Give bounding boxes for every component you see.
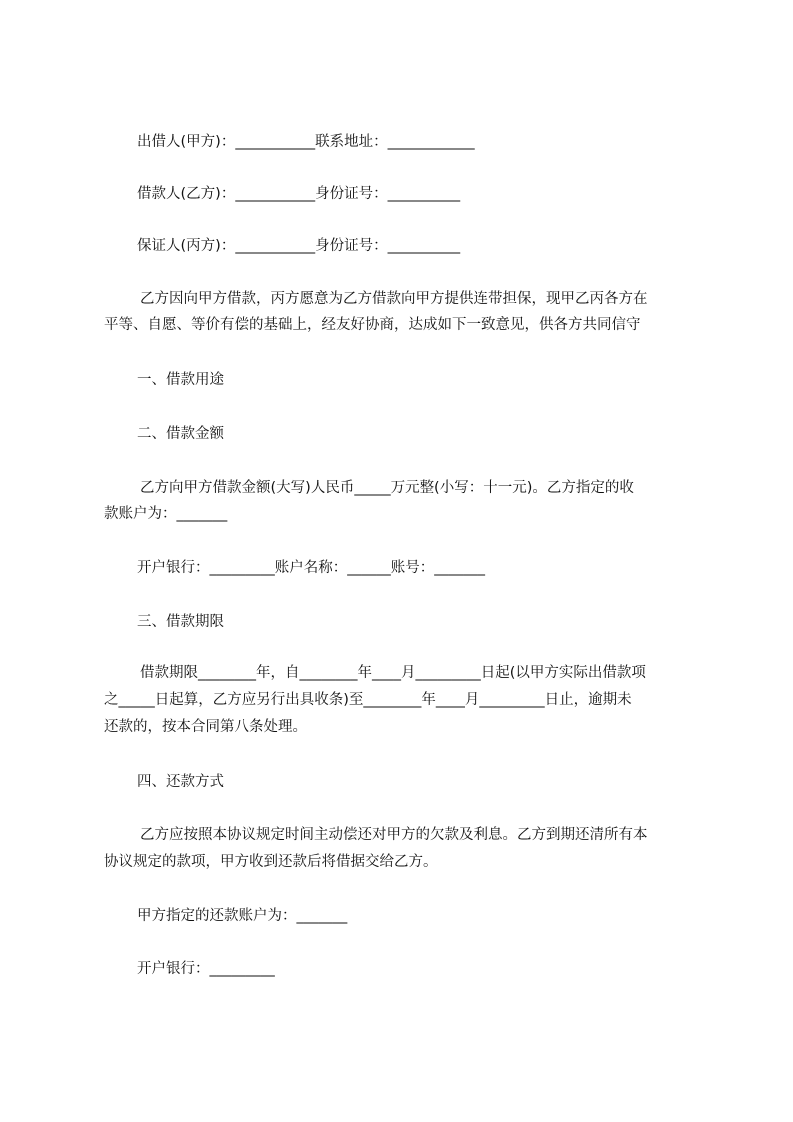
repayment-paragraph-line-2: 协议规定的款项，甲方收到还款后将借据交给乙方。	[104, 854, 438, 870]
intro-paragraph-line-1: 乙方因向甲方借款，丙方愿意为乙方借款向甲方提供连带担保，现甲乙丙各方在	[140, 291, 648, 307]
repayment-account-line: 甲方指定的还款账户为：_______	[137, 908, 348, 924]
lender-line: 出借人(甲方)：___________联系地址：____________	[137, 134, 475, 150]
loan-term-paragraph-line-2: 之_____日起算，乙方应另行出具收条)至________年____月_________日止，逾期未	[104, 692, 632, 708]
loan-amount-paragraph-line-1: 乙方向甲方借款金额(大写)人民币_____万元整(小写：十一元)。乙方指定的收	[140, 480, 634, 496]
loan-term-paragraph-line-3: 还款的，按本合同第八条处理。	[104, 719, 307, 735]
receiving-bank-line: 开户银行：_________账户名称：______账号：_______	[137, 560, 485, 576]
section-loan-amount-heading: 二、借款金额	[137, 426, 224, 442]
repayment-bank-line: 开户银行：_________	[137, 961, 275, 977]
intro-paragraph-line-2: 平等、自愿、等价有偿的基础上，经友好协商，达成如下一致意见，供各方共同信守	[104, 317, 641, 333]
section-loan-term-heading: 三、借款期限	[137, 614, 224, 630]
borrower-line: 借款人(乙方)：___________身份证号：__________	[137, 186, 461, 202]
section-loan-purpose-heading: 一、借款用途	[137, 372, 224, 388]
guarantor-line: 保证人(丙方)：___________身份证号：__________	[137, 238, 461, 254]
loan-term-paragraph-line-1: 借款期限________年，自________年____月_________日起(以甲方实际出借款项	[140, 665, 646, 681]
section-repayment-heading: 四、还款方式	[137, 774, 224, 790]
repayment-paragraph-line-1: 乙方应按照本协议规定时间主动偿还对甲方的欠款及利息。乙方到期还清所有本	[140, 827, 648, 843]
loan-amount-paragraph-line-2: 款账户为：_______	[104, 506, 228, 522]
